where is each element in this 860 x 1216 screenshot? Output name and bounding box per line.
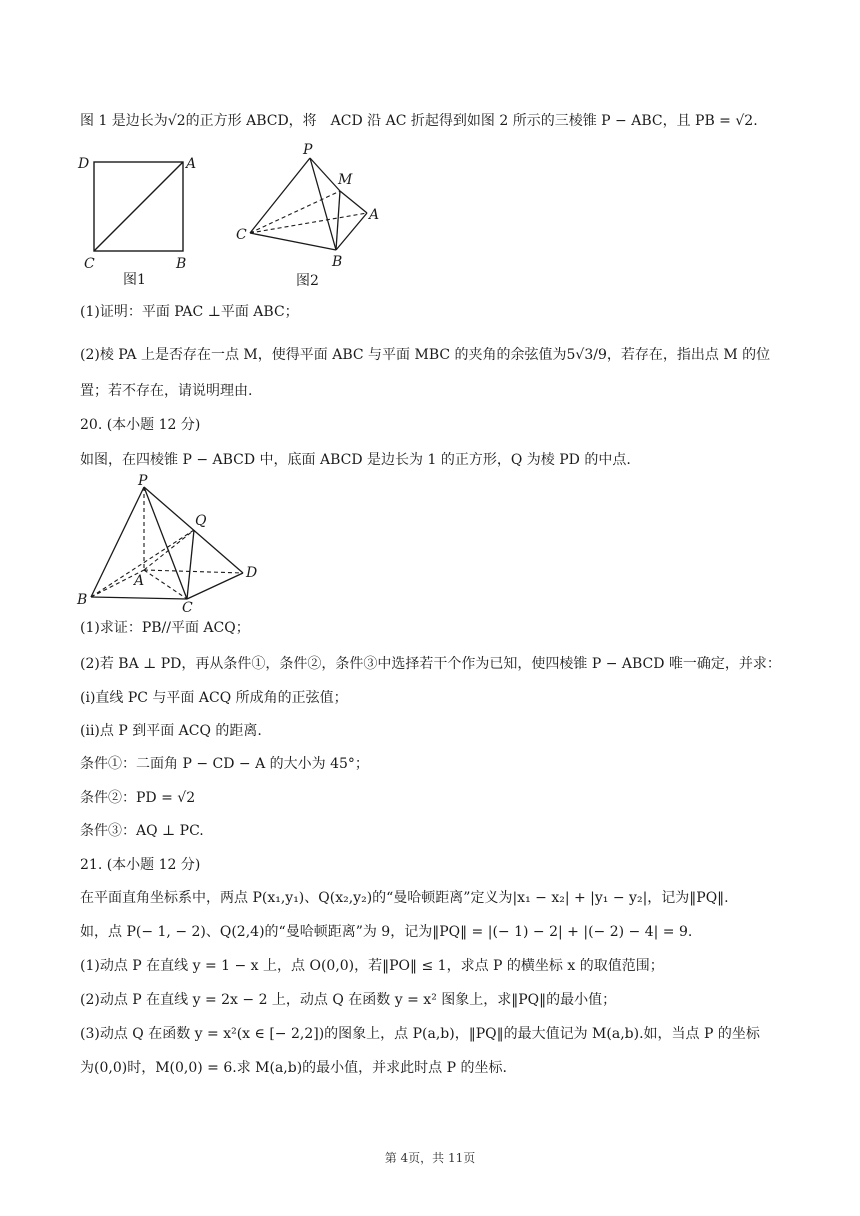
p20-sub-ii: (ii)点 P 到平面 ACQ 的距离. xyxy=(80,723,262,739)
p20-header: 20. (本小题 12 分) xyxy=(80,417,201,433)
p20-question-1: (1)求证：PB//平面 ACQ； xyxy=(80,620,250,636)
p21-header: 21. (本小题 12 分) xyxy=(80,857,201,873)
figure-1-caption: 图1 xyxy=(123,272,146,288)
p21-question-1: (1)动点 P 在直线 y = 1 − x 上，点 O(0,0)，若‖PO‖ ≤ 1，求点 P 的横坐标 x 的取值范围； xyxy=(80,958,664,974)
figure-p20-pyramid xyxy=(72,472,272,614)
label-c: C xyxy=(84,256,95,272)
p21-question-3-line2: 为(0,0)时，M(0,0) = 6.求 M(a,b)的最小值，并求此时点 P 的坐标. xyxy=(80,1060,507,1076)
p21-question-3-line1: (3)动点 Q 在函数 y = x²(x ∈ [− 2,2])的图象上，点 P(a,b)，‖PQ‖的最大值记为 M(a,b).如，当点 P 的坐标 xyxy=(80,1026,760,1042)
label-d: D xyxy=(78,156,90,172)
label-a: A xyxy=(186,156,197,172)
label-d: D xyxy=(246,565,258,581)
p21-question-2: (2)动点 P 在直线 y = 2x − 2 上，动点 Q 在函数 y = x² 图象上，求‖PQ‖的最小值； xyxy=(80,992,617,1008)
p21-definition-line1: 在平面直角坐标系中，两点 P(x₁,y₁)、Q(x₂,y₂)的“曼哈顿距离”定义为|x₁ − x₂| + |y₁ − y₂|，记为‖PQ‖. xyxy=(80,890,729,906)
label-c: C xyxy=(182,600,193,616)
label-a: A xyxy=(134,573,145,589)
label-b: B xyxy=(77,592,88,608)
p20-condition-1: 条件①：二面角 P − CD − A 的大小为 45°； xyxy=(80,756,369,772)
label-m: M xyxy=(338,172,353,188)
label-p: P xyxy=(138,473,148,489)
page-footer: 第 4页，共 11页 xyxy=(384,1151,476,1165)
label-b: B xyxy=(176,256,187,272)
label-q: Q xyxy=(195,513,207,529)
p19-intro: 图 1 是边长为√2的正方形 ABCD，将 ACD 沿 AC 折起得到如图 2 所示的三棱锥 P − ABC，且 PB = √2. xyxy=(80,113,758,129)
p20-condition-2: 条件②：PD = √2 xyxy=(80,790,196,806)
label-a: A xyxy=(369,207,380,223)
p19-question-2-line2: 置；若不存在，请说明理由. xyxy=(80,383,253,399)
p19-question-2-line1: (2)棱 PA 上是否存在一点 M，使得平面 ABC 与平面 MBC 的夹角的余弦值为5√3/9，若存在，指出点 M 的位 xyxy=(80,347,771,363)
label-p: P xyxy=(303,142,313,158)
figure-2-pyramid xyxy=(230,140,390,292)
figure-1-square xyxy=(75,150,195,290)
p20-condition-3: 条件③：AQ ⊥ PC. xyxy=(80,823,204,839)
diagonal-ac xyxy=(94,162,183,251)
p20-intro: 如图，在四棱锥 P − ABCD 中，底面 ABCD 是边长为 1 的正方形，Q 为棱 PD 的中点. xyxy=(80,452,631,468)
p20-question-2: (2)若 BA ⊥ PD，再从条件①，条件②，条件③中选择若干个作为已知，使四棱锥 P − ABCD 唯一确定，并求： xyxy=(80,656,781,672)
label-c: C xyxy=(236,227,247,243)
p19-question-1: (1)证明：平面 PAC ⊥平面 ABC； xyxy=(80,304,299,320)
figure-2-caption: 图2 xyxy=(296,273,319,289)
label-b: B xyxy=(332,254,343,270)
p21-definition-line2: 如，点 P(− 1, − 2)、Q(2,4)的“曼哈顿距离”为 9，记为‖PQ‖ = |(− 1) − 2| + |(− 2) − 4| = 9. xyxy=(80,924,693,940)
p20-sub-i: (i)直线 PC 与平面 ACQ 所成角的正弦值； xyxy=(80,690,348,706)
